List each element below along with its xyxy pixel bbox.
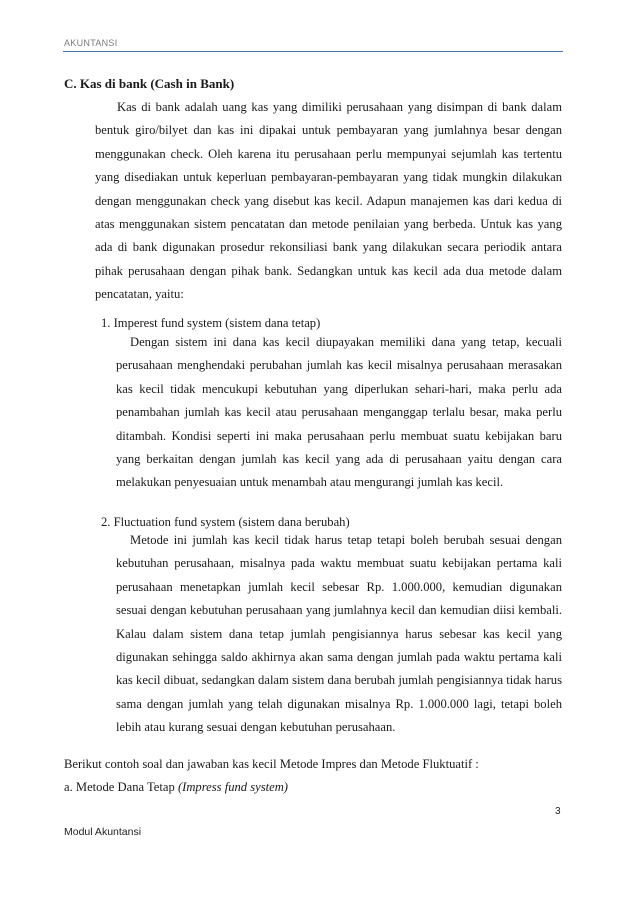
footer-text: Modul Akuntansi xyxy=(64,826,142,838)
intro-paragraph: Kas di bank adalah uang kas yang dimiliki perusahaan yang disimpan di bank dalam bentuk giro/bilyet dan kas ini dipakai untuk pembayaran yang jumlahnya besar dengan menggunakan check. Oleh karena itu perusahaan perlu mempunyai sejumlah kas tertentu yang disediakan untuk keperluan pembayaran-pembayaran yang tidak mungkin dilakukan dengan menggunakan check yang disebut kas kecil. Adapun manajemen kas dari kedua di atas menggunakan sistem pencatatan dan metode penilaian yang berbeda. Untuk kas yang ada di bank digunakan prosedur rekonsiliasi bank yang dilakukan secara periodik antara pihak perusahaan dengan pihak bank. Sedangkan untuk kas kecil ada dua metode dalam pencatatan, yaitu: xyxy=(95,100,562,302)
header-divider xyxy=(63,51,563,52)
section-title: C. Kas di bank (Cash in Bank) xyxy=(64,76,235,91)
item-title-imperest: 1. Imperest fund system (sistem dana tetap) xyxy=(101,316,321,330)
closing-subheading-italic: (Impress fund system) xyxy=(177,780,288,794)
item-body-imperest: Dengan sistem ini dana kas kecil diupayakan memiliki dana yang tetap, kecuali perusahaan menghendaki perubahan jumlah kas kecil misalnya perusahaan merasakan kas kecil tidak mencukupi kebutuhan yang diperlukan sehari-hari, maka perlu ada penambahan jumlah kas kecil atau perusahaan menganggap terlalu besar, maka perlu ditambah. Kondisi seperti ini maka perusahaan perlu membuat suatu kebijakan baru yang berkaitan dengan jumlah kas kecil yang ada di perusahaan yaitu dengan cara melakukan penyesuaian untuk menambah atau mengurangi jumlah kas kecil. xyxy=(116,335,562,490)
page-number: 3 xyxy=(555,806,561,817)
item-body-fluctuation: Metode ini jumlah kas kecil tidak harus tetap tetapi boleh berubah sesuai dengan kebutuhan perusahaan, misalnya pada waktu membuat suatu kebijakan pertama kali perusahaan menetapkan jumlah kecil sebesar Rp. 1.000.000, kemudian digunakan sesuai dengan kebutuhan perusahaan yang jumlahnya kecil dan kemudian diisi kembali. Kalau dalam sistem dana tetap jumlah pengisiannya harus sebesar kas kecil yang digunakan sehingga saldo akhirnya akan sama dengan jumlah pada waktu pertama kali kas kecil dibuat, sedangkan dalam sistem dana berubah jumlah pengisiannya tidak harus sama dengan jumlah yang telah digunakan misalnya Rp. 1.000.000 lagi, tetapi boleh lebih atau kurang sesuai dengan kebutuhan perusahaan. xyxy=(116,533,562,735)
item-title-fluctuation: 2. Fluctuation fund system (sistem dana berubah) xyxy=(101,515,350,529)
closing-subheading xyxy=(64,780,288,795)
closing-subheading-label: a. Metode Dana Tetap xyxy=(64,780,178,794)
closing-line: Berikut contoh soal dan jawaban kas kecil Metode Impres dan Metode Fluktuatif : xyxy=(64,757,479,771)
header-title: AKUNTANSI xyxy=(64,38,118,48)
